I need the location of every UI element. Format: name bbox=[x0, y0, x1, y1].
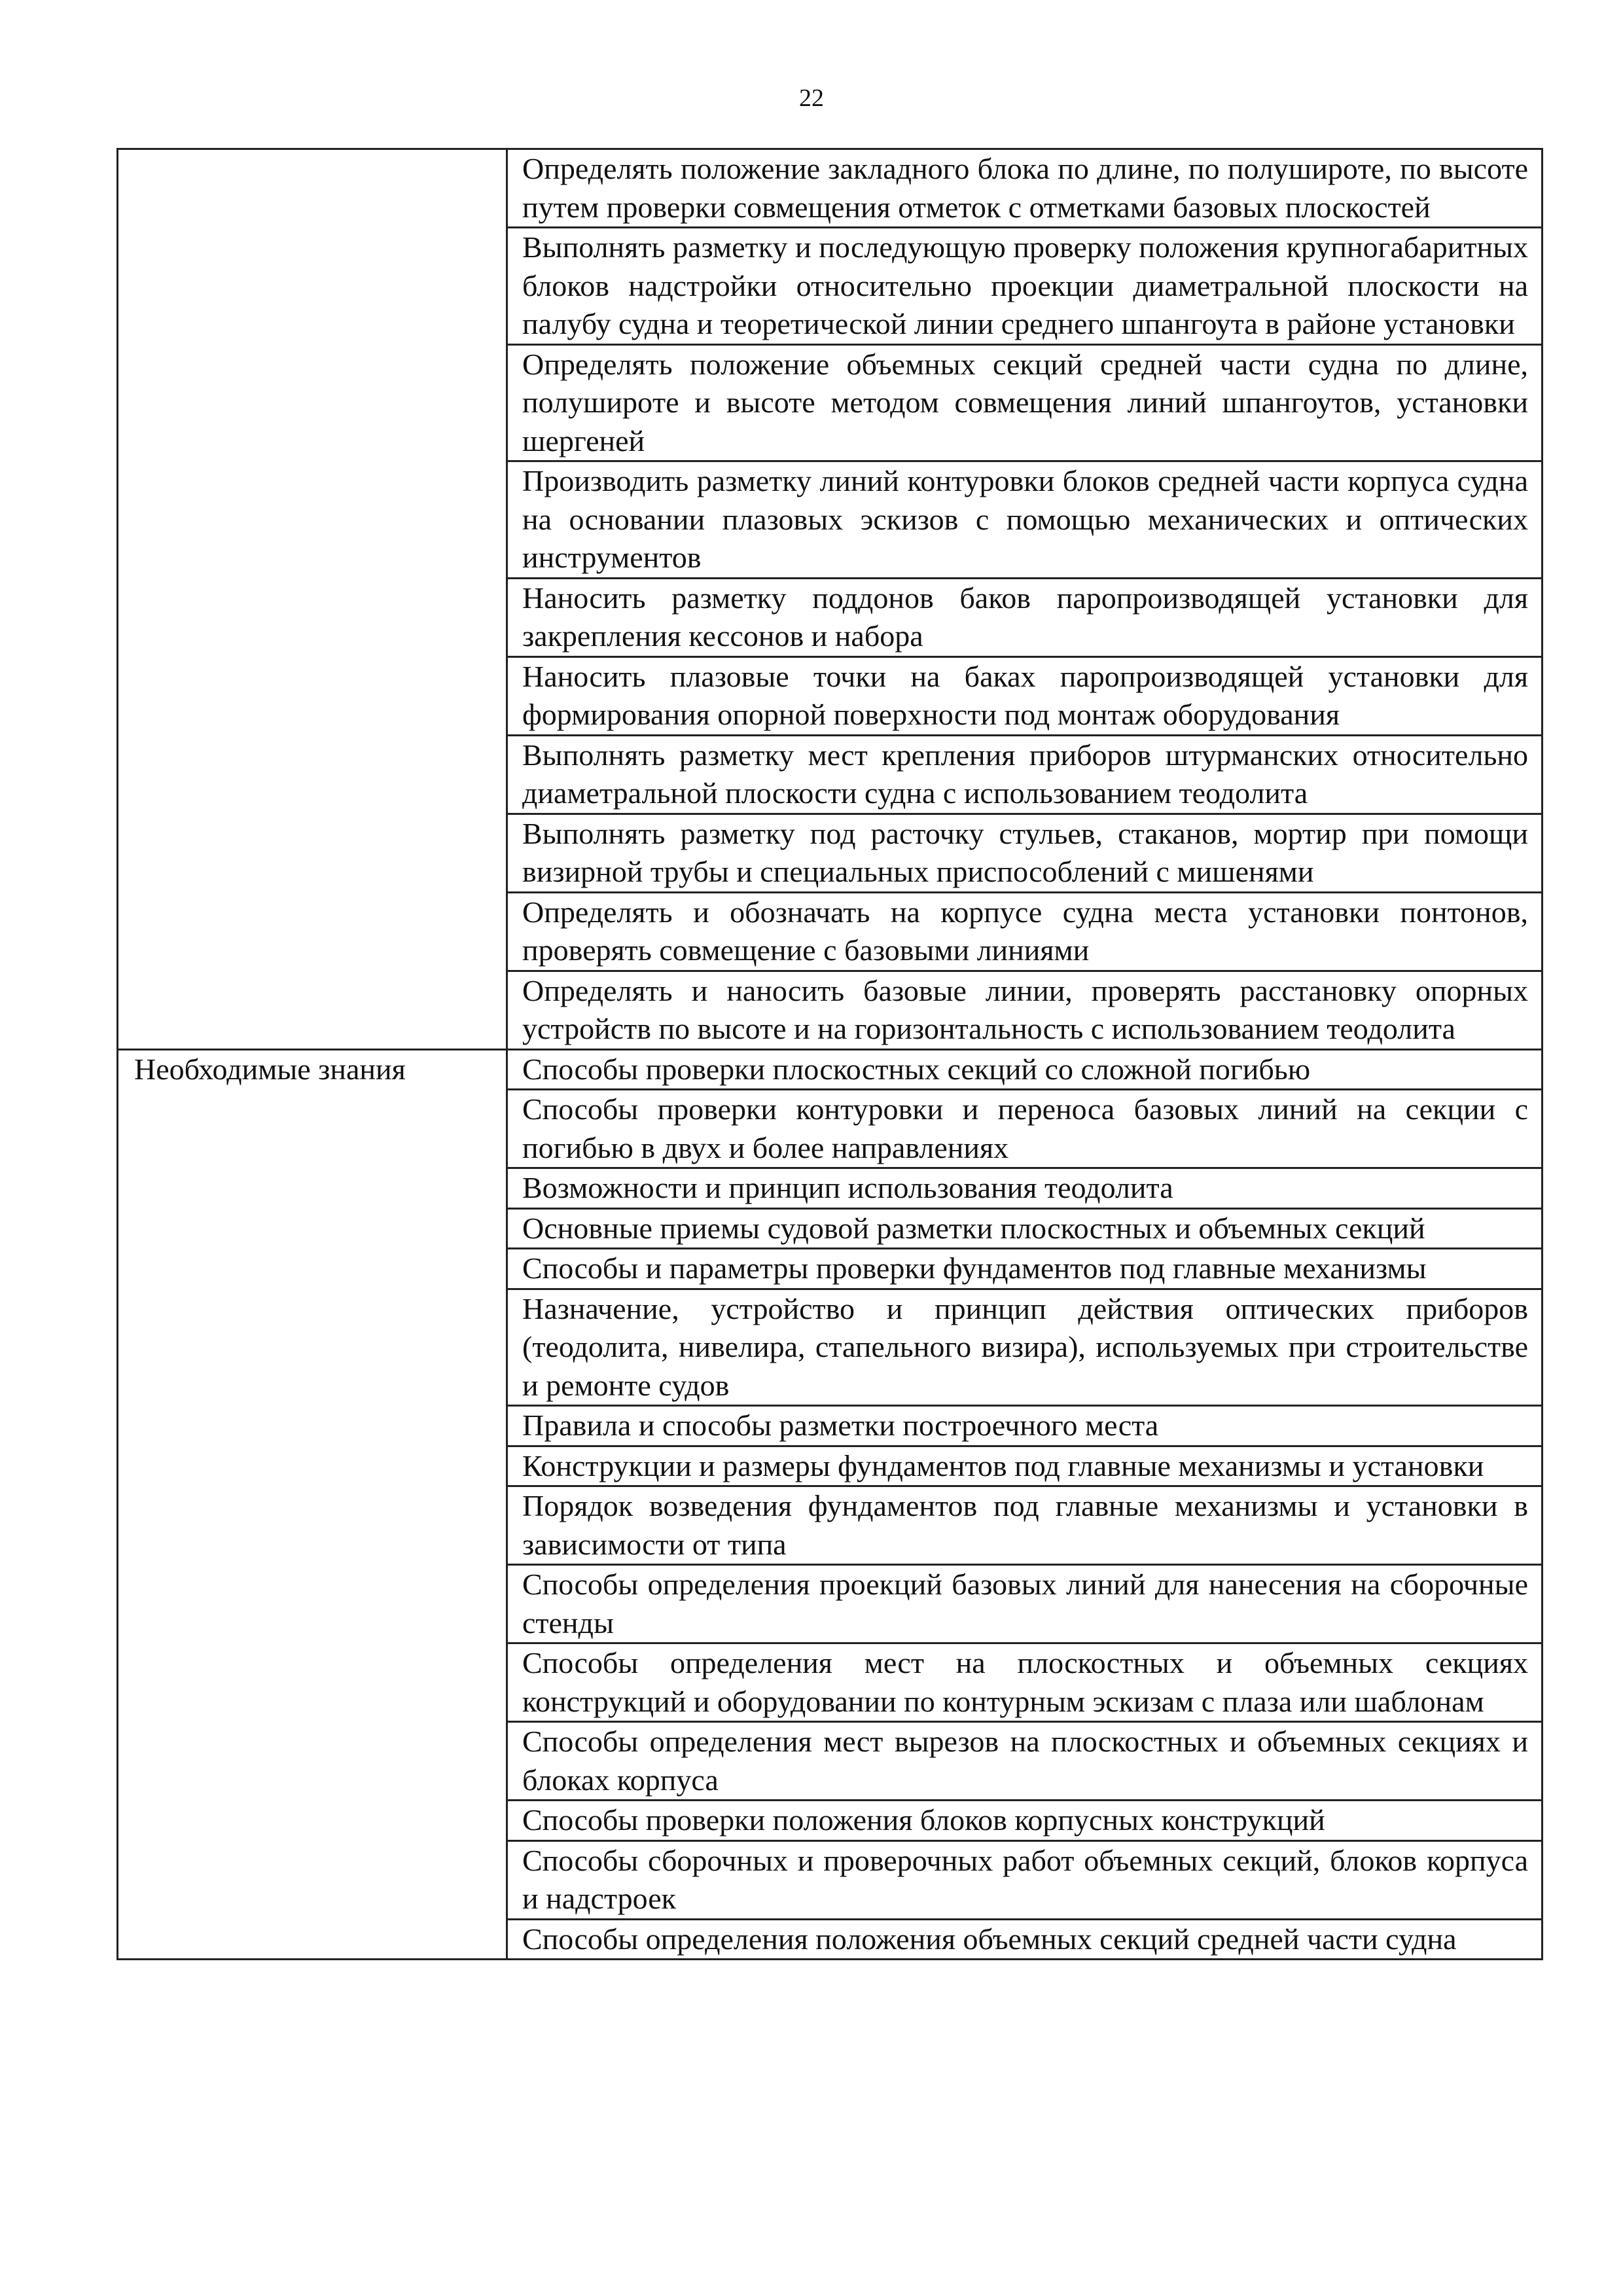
requirement-item: Способы проверки плоскостных секций со сложной погибью bbox=[507, 1049, 1543, 1090]
requirements-table bbox=[116, 148, 1543, 1960]
section-label: Необходимые знания bbox=[118, 1049, 507, 1960]
requirement-item: Способы проверки положения блоков корпусных конструкций bbox=[507, 1801, 1543, 1841]
requirement-item: Способы определения проекций базовых линий для нанесения на сборочные стенды bbox=[507, 1565, 1543, 1643]
requirement-item: Назначение, устройство и принцип действия оптических приборов (теодолита, нивелира, стапельного визира), используемых при строительстве и ремонте судов bbox=[507, 1289, 1543, 1406]
requirement-item: Выполнять разметку мест крепления приборов штурманских относительно диаметральной плоскости судна с использованием теодолита bbox=[507, 735, 1543, 814]
requirement-item: Наносить плазовые точки на баках паропроизводящей установки для формирования опорной поверхности под монтаж оборудования bbox=[507, 656, 1543, 735]
requirement-item: Способы определения мест вырезов на плоскостных и объемных секциях и блоках корпуса bbox=[507, 1722, 1543, 1801]
requirement-item: Выполнять разметку под расточку стульев, стаканов, мортир при помощи визирной трубы и специальных приспособлений с мишенями bbox=[507, 814, 1543, 892]
requirement-item: Наносить разметку поддонов баков паропроизводящей установки для закрепления кессонов и набора bbox=[507, 578, 1543, 656]
table-row bbox=[118, 149, 1543, 228]
requirement-item: Определять положение объемных секций средней части судна по длине, полуширoте и высоте методом совмещения линий шпангоутов, установки шергеней bbox=[507, 344, 1543, 461]
requirement-item: Определять и наносить базовые линии, проверять расстановку опорных устройств по высоте и на горизонтальность с использованием теодолита bbox=[507, 971, 1543, 1049]
requirement-item: Способы определения мест на плоскостных и объемных секциях конструкций и оборудовании по контурным эскизам с плаза или шаблонам bbox=[507, 1643, 1543, 1722]
requirement-item: Основные приемы судовой разметки плоскостных и объемных секций bbox=[507, 1208, 1543, 1249]
requirement-item: Способы и параметры проверки фундаментов под главные механизмы bbox=[507, 1249, 1543, 1289]
page-number: 22 bbox=[799, 84, 824, 112]
requirement-item: Способы проверки контуровки и переноса базовых линий на секции с погибью в двух и более направлениях bbox=[507, 1090, 1543, 1168]
requirement-item: Способы определения положения объемных секций средней части судна bbox=[507, 1919, 1543, 1960]
requirement-item: Порядок возведения фундаментов под главные механизмы и установки в зависимости от типа bbox=[507, 1486, 1543, 1565]
table-body bbox=[118, 149, 1543, 1960]
requirement-item: Способы сборочных и проверочных работ объемных секций, блоков корпуса и надстроек bbox=[507, 1840, 1543, 1919]
requirement-item: Производить разметку линий контуровки блоков средней части корпуса судна на основании плазовых эскизов с помощью механических и оптических инструментов bbox=[507, 461, 1543, 579]
requirement-item: Определять и обозначать на корпусе судна места установки понтонов, проверять совмещение с базовыми линиями bbox=[507, 892, 1543, 971]
requirement-item: Определять положение закладного блока по длине, по полуширoте, по высоте путем проверки совмещения отметок с отметками базовых плоскостей bbox=[507, 149, 1543, 228]
requirement-item: Возможности и принцип использования теодолита bbox=[507, 1168, 1543, 1209]
section-label bbox=[118, 149, 507, 1050]
requirement-item: Правила и способы разметки построечного места bbox=[507, 1406, 1543, 1446]
table-row bbox=[118, 1049, 1543, 1090]
requirement-item: Конструкции и размеры фундаментов под главные механизмы и установки bbox=[507, 1446, 1543, 1486]
requirement-item: Выполнять разметку и последующую проверку положения крупногабаритных блоков надстройки относительно проекции диаметральной плоскости на палубу судна и теоретической линии среднего шпангоута в районе установки bbox=[507, 228, 1543, 345]
